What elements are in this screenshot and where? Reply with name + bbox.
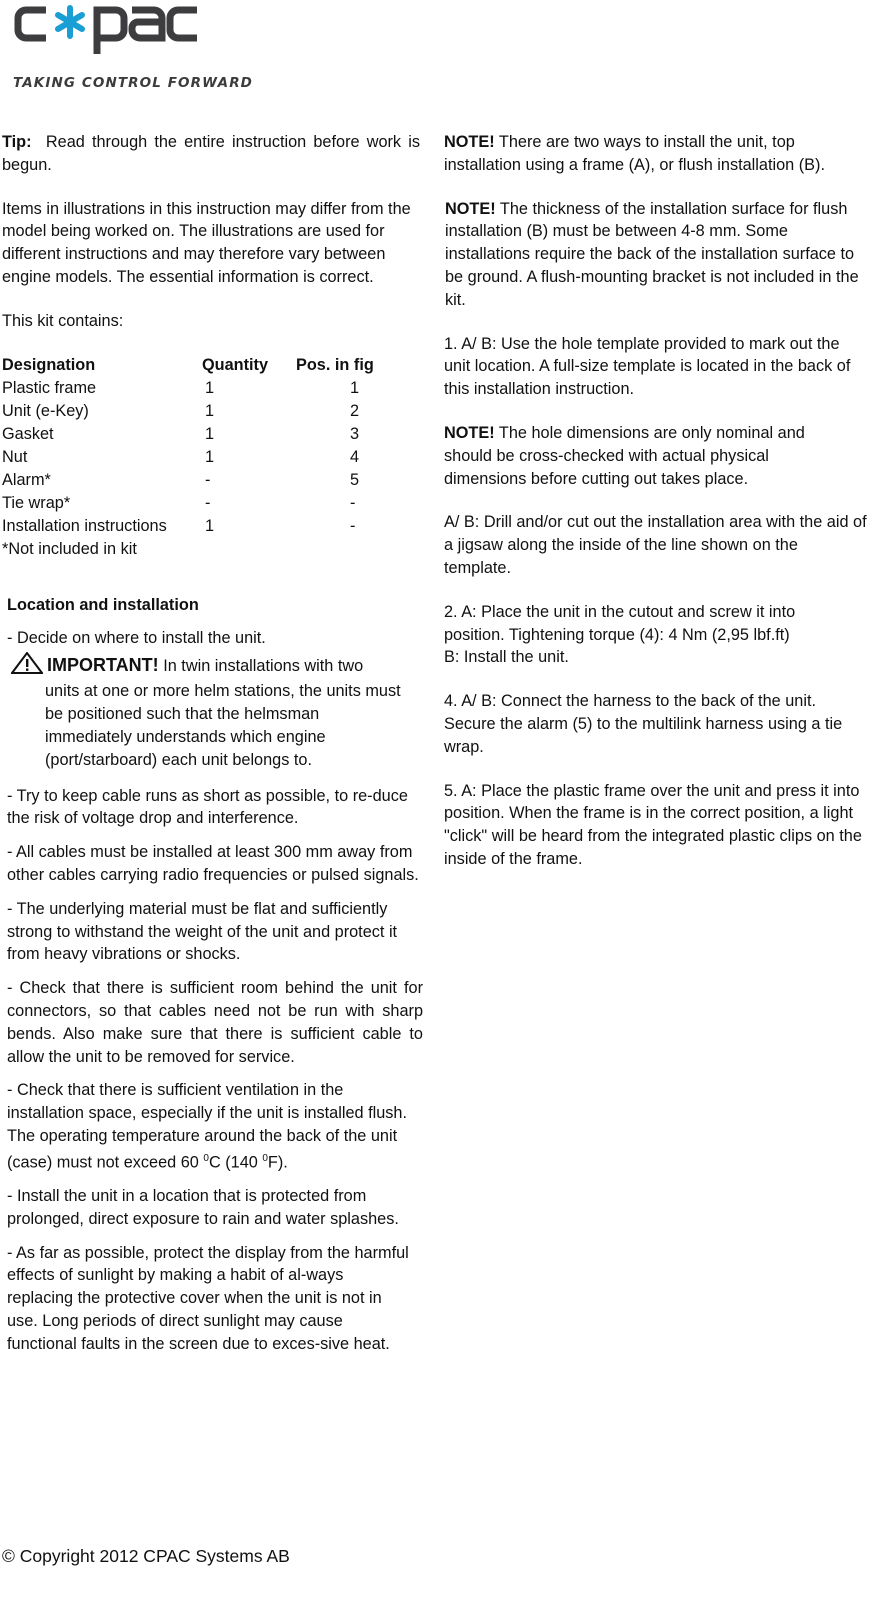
quantity-cell: - — [205, 493, 211, 512]
quantity-cell: 1 — [205, 424, 215, 443]
step5-paragraph: 5. A: Place the plastic frame over the unit and press it into position. When the frame is in the correct position, a light "click" will be heard from the integrated plastic clips on the inside of the frame. — [444, 781, 862, 868]
important-text-first: In twin installations with two — [163, 656, 364, 675]
col-pos: Pos. in fig — [296, 355, 374, 374]
section-title: Location and installation — [7, 596, 199, 614]
bullet-underlying-material: - The underlying material must be flat and sufficiently strong to withstand the weight of the unit and protect it from heavy vibrations or shocks. — [7, 899, 398, 964]
drill-paragraph: A/ B: Drill and/or cut out the installation area with the aid of a jigsaw along the inside of the line shown on the template. — [444, 513, 867, 577]
table-row — [2, 469, 374, 492]
col-quantity: Quantity — [202, 355, 269, 374]
location-section — [7, 594, 423, 1356]
warning-icon — [11, 652, 43, 681]
designation-cell: Nut — [2, 447, 28, 466]
important-text: units at one or more helm stations, the units must be positioned such that the helmsman immediately understands which engine (port/starboard) each unit belongs to. — [45, 682, 401, 769]
cpac-logo — [12, 0, 202, 58]
designation-cell: Unit (e-Key) — [2, 401, 89, 420]
note1-label: NOTE! — [444, 133, 495, 151]
ventilation-degree-c: 0 — [203, 1152, 209, 1164]
kit-table — [2, 354, 374, 538]
tip-paragraph — [2, 131, 420, 177]
pos-cell: 2 — [350, 401, 360, 420]
kit-intro: This kit contains: — [2, 311, 124, 330]
step1-paragraph: 1. A/ B: Use the hole template provided to mark out the unit location. A full-size template is located in the back of this installation instruction. — [444, 334, 851, 399]
note3-label: NOTE! — [444, 423, 495, 442]
bullet-cable-runs: - Try to keep cable runs as short as possible, to re-duce the risk of voltage drop and interference. — [7, 786, 408, 828]
note3-text: The hole dimensions are only nominal and should be cross-checked with actual physical dimensions before cutting out takes place. — [444, 423, 805, 488]
table-row — [2, 446, 374, 469]
table-row — [2, 492, 374, 515]
table-footnote: *Not included in kit — [2, 539, 137, 558]
designation-cell: Plastic frame — [2, 378, 97, 397]
copyright: © Copyright 2012 CPAC Systems AB — [2, 1546, 290, 1566]
note2-label: NOTE! — [445, 199, 496, 218]
step2-paragraph: 2. A: Place the unit in the cutout and screw it into position. Tightening torque (4): 4 Nm (2,95 lbf.ft) — [444, 602, 796, 644]
bullet-sunlight: - As far as possible, protect the display from the harmful effects of sunlight by making a habit of al-ways replacing the protective cover when the unit is not in use. Long periods of direct sunlight may cause functional faults in the screen due to exces-sive heat. — [7, 1243, 409, 1353]
quantity-cell: 1 — [205, 378, 215, 397]
bullet-ventilation — [7, 1079, 413, 1174]
quantity-cell: 1 — [205, 447, 215, 466]
left-column — [2, 131, 420, 560]
ventilation-unit-f: F). — [267, 1153, 288, 1172]
tagline: TAKING CONTROL FORWARD — [13, 75, 253, 91]
pos-cell: 5 — [350, 470, 360, 489]
table-row — [2, 400, 374, 423]
pos-cell: 1 — [350, 378, 360, 397]
note2-text: The thickness of the installation surface for flush installation (B) must be between 4-8 mm. Some installations require the back of the installation surface to be ground. A flush-mounting bracket is not included in the kit. — [445, 199, 859, 309]
ventilation-unit-c: C (140 — [208, 1153, 258, 1172]
designation-cell: Alarm* — [2, 470, 51, 489]
pos-cell: - — [350, 493, 356, 512]
ventilation-degree-f: 0 — [262, 1152, 268, 1164]
designation-cell: Gasket — [2, 424, 54, 443]
note2-paragraph — [444, 198, 861, 312]
note1-paragraph — [444, 131, 844, 177]
important-label: IMPORTANT! — [47, 654, 159, 675]
items-paragraph: Items in illustrations in this instruction may differ from the model being worked on. The illustrations are used for different instructions and may therefore vary between engine models. The essential information is correct. — [2, 199, 411, 286]
note1-text: There are two ways to install the unit, top installation using a frame (A), or flush installation (B). — [444, 133, 825, 174]
tip-label: Tip: — [2, 133, 32, 151]
designation-cell: Installation instructions — [2, 516, 167, 535]
bullet-rain-protection: - Install the unit in a location that is protected from prolonged, direct exposure to rain and water splashes. — [7, 1186, 399, 1228]
ventilation-text: - Check that there is sufficient ventilation in the installation space, especially if the unit is installed flush. The operating temperature around the back of the unit (case) must not exceed 60 — [7, 1081, 408, 1172]
note3-paragraph — [444, 422, 854, 490]
quantity-cell: 1 — [205, 401, 215, 420]
step4-paragraph: 4. A/ B: Connect the harness to the back of the unit. Secure the alarm (5) to the multilink harness using a tie wrap. — [444, 692, 843, 756]
table-row — [2, 423, 374, 446]
quantity-cell: - — [205, 470, 211, 489]
col-designation: Designation — [2, 355, 96, 374]
quantity-cell: 1 — [205, 516, 215, 535]
table-row — [2, 515, 374, 538]
bullet-cables-distance: - All cables must be installed at least 300 mm away from other cables carrying radio frequencies or pulsed signals. — [7, 843, 419, 884]
step2b-paragraph: B: Install the unit. — [444, 648, 569, 667]
pos-cell: 4 — [350, 447, 360, 466]
pos-cell: - — [350, 516, 356, 535]
asterisk-icon — [58, 8, 82, 36]
important-block — [7, 652, 423, 772]
cpac-logo-graphic — [12, 0, 202, 58]
bullet-room-behind: - Check that there is sufficient room behind the unit for connectors, so that cables need not be run with sharp bends. Also make sure that there is sufficient cable to allow the unit to be removed for service. — [7, 979, 423, 1066]
decide-paragraph: - Decide on where to install the unit. — [7, 628, 266, 647]
designation-cell: Tie wrap* — [2, 493, 71, 512]
table-row — [2, 377, 374, 400]
kit-table-header — [2, 354, 374, 377]
right-column — [444, 131, 868, 871]
tip-text: Read through the entire instruction before work is begun. — [2, 133, 420, 174]
pos-cell: 3 — [350, 424, 360, 443]
